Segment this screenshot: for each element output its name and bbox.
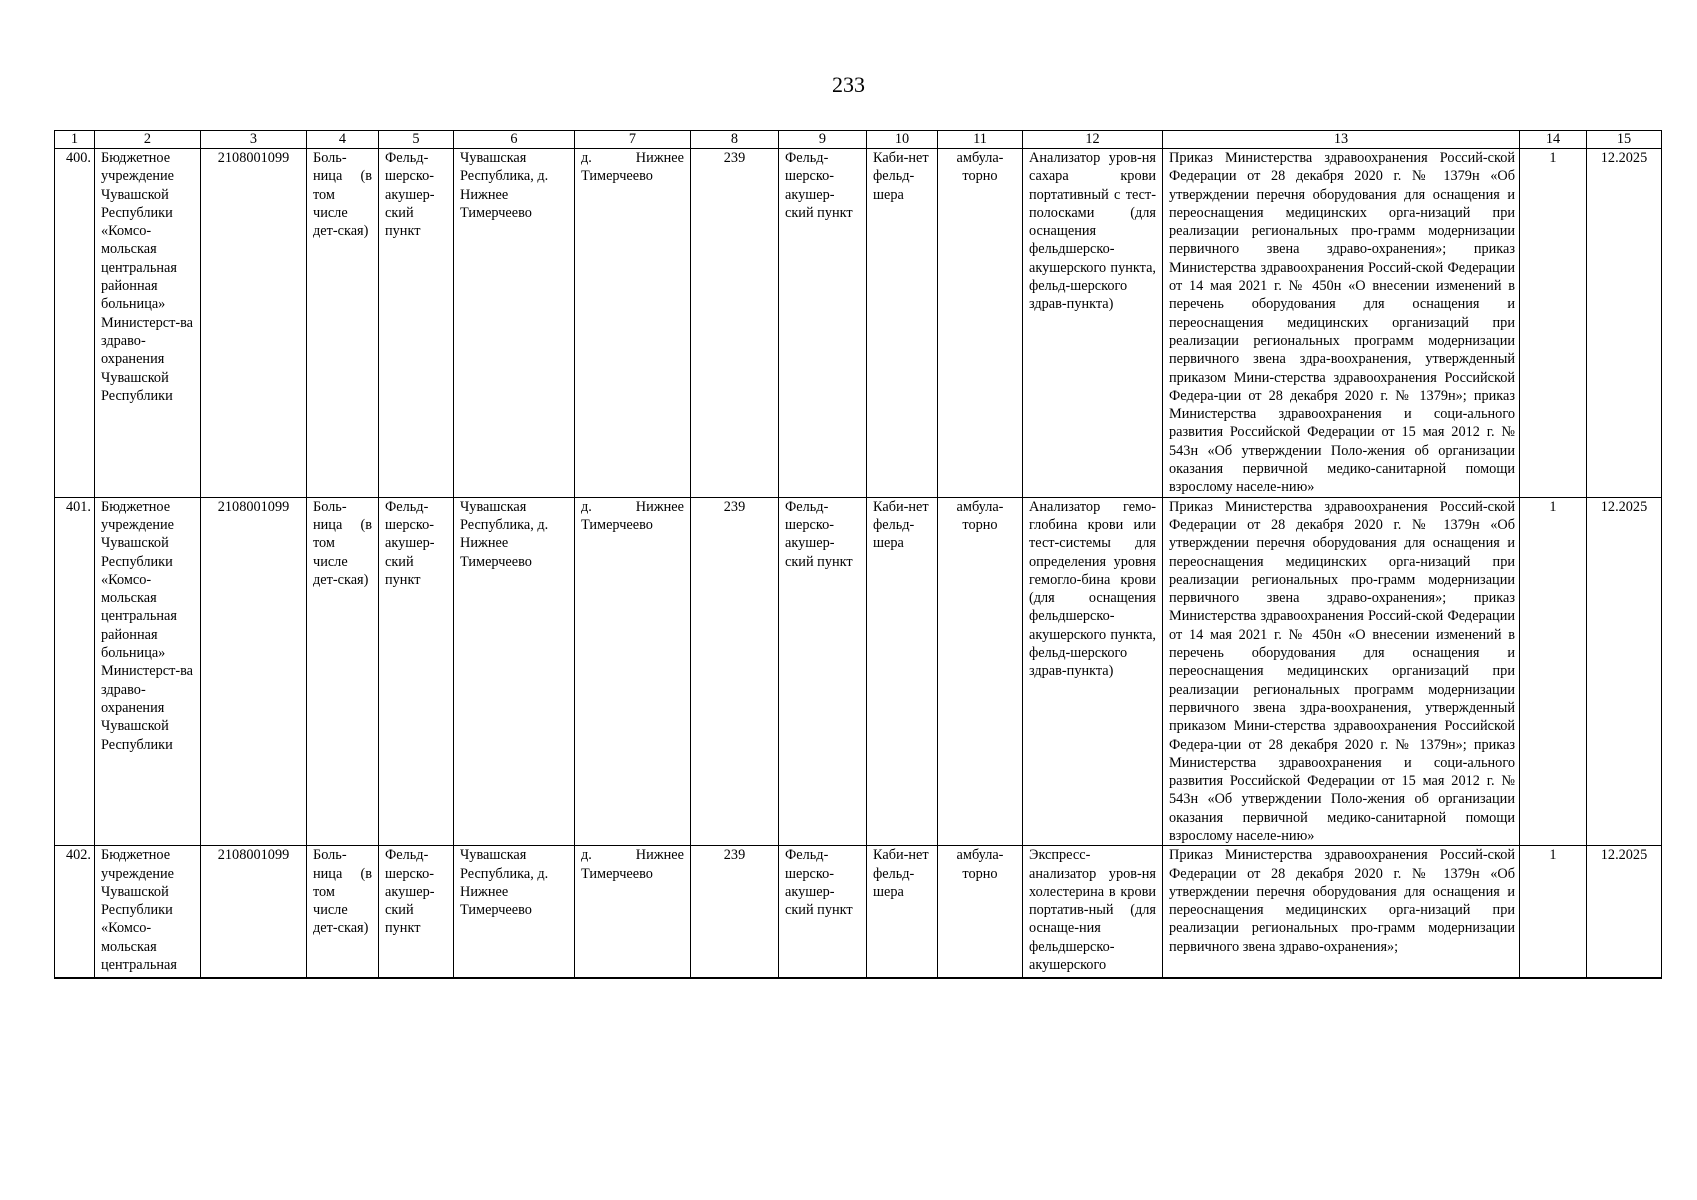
unit-type-text: Фельд-шерско-акушер-ский пункт [385,847,435,937]
column-header: 13 [1163,131,1520,149]
equipment-cell: Анализатор гемо-глобина крови или тест-системы для определения уровня гемогло-бина крови (для оснащения фельдшерско-акушерского пункта, фельд-шерского здрав-пункта) [1023,497,1163,846]
column-header: 2 [95,131,201,149]
legal-basis-cell: Приказ Министерства здравоохранения Россий-ской Федерации от 28 декабря 2020 г. № 1379н «Об утверждении перечня оборудования для оснащения и переоснащения медицинских орга-низаций при реализации региональных про-грамм модернизации первичного звена здраво-охранения»; приказ Министерства здравоохранения Россий-ской Федерации от 14 мая 2021 г. № 450н «О внесении изменений в перечень оборудования для оснащения и переоснащения медицинских организаций при реализации региональных программ модернизации первичного звена здра-воохранения, утвержденный приказом Мини-стерства здравоохранения Российской Федера-ции от 28 декабря 2020 г. № 1379н»; приказ Министерства здравоохранения и соци-ального развития Российской Федерации от 15 мая 2012 г. № 543н «Об утверждении Поло-жения об организации оказания первичной медико-санитарной помощи взрослому населе-нию» [1163,497,1520,846]
column-header: 11 [938,131,1023,149]
page-number: 233 [832,72,865,97]
equipment-cell: Анализатор уров-ня сахара крови портативный с тест-полосками (для оснащения фельдшерско-акушерского пункта, фельд-шерского здрав-пункта) [1023,149,1163,498]
settlement-cell: д. Нижнее Тимерчеево [575,149,691,498]
column-header: 10 [867,131,938,149]
care-form-cell [938,846,1023,979]
column-number-row [55,131,1662,149]
column-header: 8 [691,131,779,149]
legal-basis-cell: Приказ Министерства здравоохранения Россий-ской Федерации от 28 декабря 2020 г. № 1379н «Об утверждении перечня оборудования для оснащения и переоснащения медицинских орга-низаций при реализации региональных про-грамм модернизации первичного звена здраво-охранения»; приказ Министерства здравоохранения Россий-ской Федерации от 14 мая 2021 г. № 450н «О внесении изменений в перечень оборудования для оснащения и переоснащения медицинских организаций при реализации региональных программ модернизации первичного звена здра-воохранения, утвержденный приказом Мини-стерства здравоохранения Российской Федера-ции от 28 декабря 2020 г. № 1379н»; приказ Министерства здравоохранения и соци-ального развития Российской Федерации от 15 мая 2012 г. № 543н «Об утверждении Поло-жения об организации оказания первичной медико-санитарной помощи взрослому населе-нию» [1163,149,1520,498]
subdivision-cell: Фельд-шерско-акушер-ский пункт [779,497,867,846]
institution-cell [95,846,201,979]
org-type-cell: Боль-ница (в том числе дет-ская) [307,497,379,846]
address-cell: Чувашская Республика, д. Нижнее Тимерчеево [454,149,575,498]
care-form-cell: амбула-торно [938,149,1023,498]
quantity-text: 1 [1549,847,1557,864]
legal-basis-text: Приказ Министерства здравоохранения Россий-ской Федерации от 28 декабря 2020 г. № 1379н «Об утверждении перечня оборудования для оснащения и переоснащения медицинских орга-низаций при реализации региональных про-грамм модернизации первичного звена здраво-охранения»; [1169,847,1515,955]
care-form-text: амбула-торно [956,847,1004,882]
room-cell: Каби-нет фельд-шера [867,497,938,846]
column-header: 7 [575,131,691,149]
row-number: 401. [55,497,95,846]
column-header: 15 [1587,131,1662,149]
subdivision-cell [779,846,867,979]
inn-cell [201,846,307,979]
address-cell [454,846,575,979]
column-header: 9 [779,131,867,149]
unit-type-cell: Фельд-шерско-акушер-ский пункт [379,497,454,846]
column-header: 5 [379,131,454,149]
room-text: Каби-нет фельд-шера [873,847,929,900]
date-cell: 12.2025 [1587,149,1662,498]
institution-text: Бюджетное учреждение Чувашской Республики «Комсо-мольская центральная [101,847,177,974]
room-cell: Каби-нет фельд-шера [867,149,938,498]
population-cell: 239 [691,149,779,498]
row-number [55,846,95,979]
institution-cell: Бюджетное учреждение Чувашской Республики «Комсо-мольская центральная районная больница» Министерст-ва здраво-охранения Чувашской Республики [95,149,201,498]
column-header: 1 [55,131,95,149]
inn-text: 2108001099 [217,847,290,864]
date-cell: 12.2025 [1587,497,1662,846]
address-cell: Чувашская Республика, д. Нижнее Тимерчеево [454,497,575,846]
quantity-cell: 1 [1520,149,1587,498]
settlement-cell: д. Нижнее Тимерчеево [575,497,691,846]
population-text: 239 [723,847,746,864]
room-cell [867,846,938,979]
unit-type-cell: Фельд-шерско-акушер-ский пункт [379,149,454,498]
address-text: Чувашская Республика, д. Нижнее Тимерчеево [460,847,549,919]
care-form-cell: амбула-торно [938,497,1023,846]
column-header: 14 [1520,131,1587,149]
institution-cell: Бюджетное учреждение Чувашской Республики «Комсо-мольская центральная районная больница» Министерст-ва здраво-охранения Чувашской Республики [95,497,201,846]
column-header: 3 [201,131,307,149]
row-number-text: 402. [65,847,91,864]
legal-basis-cell [1163,846,1520,979]
equipment-cell [1023,846,1163,979]
column-header: 4 [307,131,379,149]
org-type-text: Боль-ница (в том числе дет-ская) [313,847,372,937]
column-header: 6 [454,131,575,149]
settlement-cell [575,846,691,979]
org-type-cell: Боль-ница (в том числе дет-ская) [307,149,379,498]
table-row [55,149,1662,498]
date-text: 12.2025 [1600,847,1648,864]
date-cell [1587,846,1662,979]
unit-type-cell [379,846,454,979]
settlement-text: д. Нижнее Тимерчеево [581,847,684,882]
population-cell: 239 [691,497,779,846]
row-number: 400. [55,149,95,498]
equipment-text: Экспресс-анализатор уров-ня холестерина в крови портатив-ный (для оснаще-ния фельдшерско-акушерского [1029,847,1156,974]
table-row [55,497,1662,846]
column-header: 12 [1023,131,1163,149]
table-row [55,846,1662,979]
inn-cell: 2108001099 [201,497,307,846]
subdivision-text: Фельд-шерско-акушер-ский пункт [785,847,853,919]
population-cell [691,846,779,979]
inn-cell: 2108001099 [201,149,307,498]
quantity-cell: 1 [1520,497,1587,846]
quantity-cell [1520,846,1587,979]
subdivision-cell: Фельд-шерско-акушер-ский пункт [779,149,867,498]
equipment-table [54,130,1662,979]
org-type-cell [307,846,379,979]
